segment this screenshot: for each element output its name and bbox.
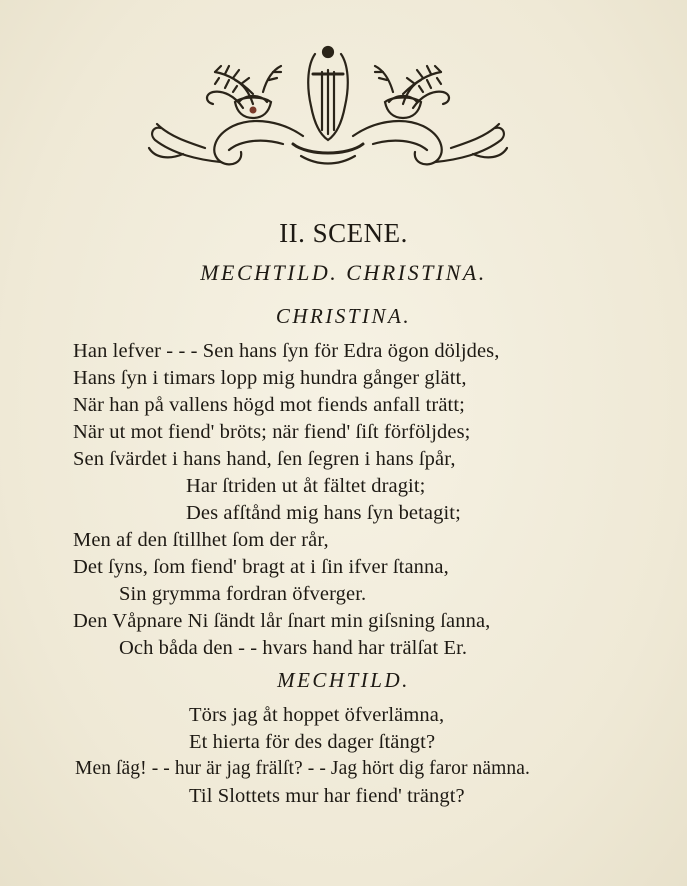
verse-line: Den Våpnare Ni ſändt lår ſnart min giſsning ſanna, [73, 610, 491, 632]
verse-line: Sen ſvärdet i hans hand, ſen ſegren i hans ſpår, [73, 448, 456, 470]
verse-line: Törs jag åt hoppet öfverlämna, [189, 704, 445, 726]
verse-line: Et hierta för des dager ſtängt? [189, 731, 436, 753]
verse-line: Til Slottets mur har fiend' trängt? [189, 785, 465, 807]
verse-line: Och båda den - - hvars hand har trälſat Er. [119, 637, 468, 659]
verse-line: Sin grymma fordran öfverger. [119, 583, 367, 605]
scene-characters: MECHTILD. CHRISTINA. [200, 260, 487, 285]
verse-line: När han på vallens högd mot fiends anfall trätt; [73, 394, 465, 416]
verse-line: Men af den ſtillhet ſom der rår, [73, 529, 329, 551]
verse-line: Hans ſyn i timars lopp mig hundra gånger glätt, [73, 367, 467, 389]
verse-line: Det ſyns, ſom fiend' bragt at i ſin ifver ſtanna, [73, 556, 449, 578]
verse-line: Har ſtriden ut åt fältet dragit; [186, 475, 426, 497]
verse-line: Men ſäg! - - hur är jag frälſt? - - Jag hört dig faror nämna. [75, 758, 530, 779]
verse-line: När ut mot fiend' bröts; när fiend' ſiſt förföljdes; [73, 421, 471, 443]
verse-line: Han lefver - - - Sen hans ſyn för Edra ögon döljdes, [73, 340, 500, 362]
speaker-christina: CHRISTINA. [275, 304, 412, 328]
verse-line: Des afſtånd mig hans ſyn betagit; [186, 502, 461, 524]
speaker-mechtild: MECHTILD. [277, 668, 410, 692]
scene-heading: II. SCENE. [279, 218, 408, 248]
lyre-ornament-icon [143, 44, 513, 172]
